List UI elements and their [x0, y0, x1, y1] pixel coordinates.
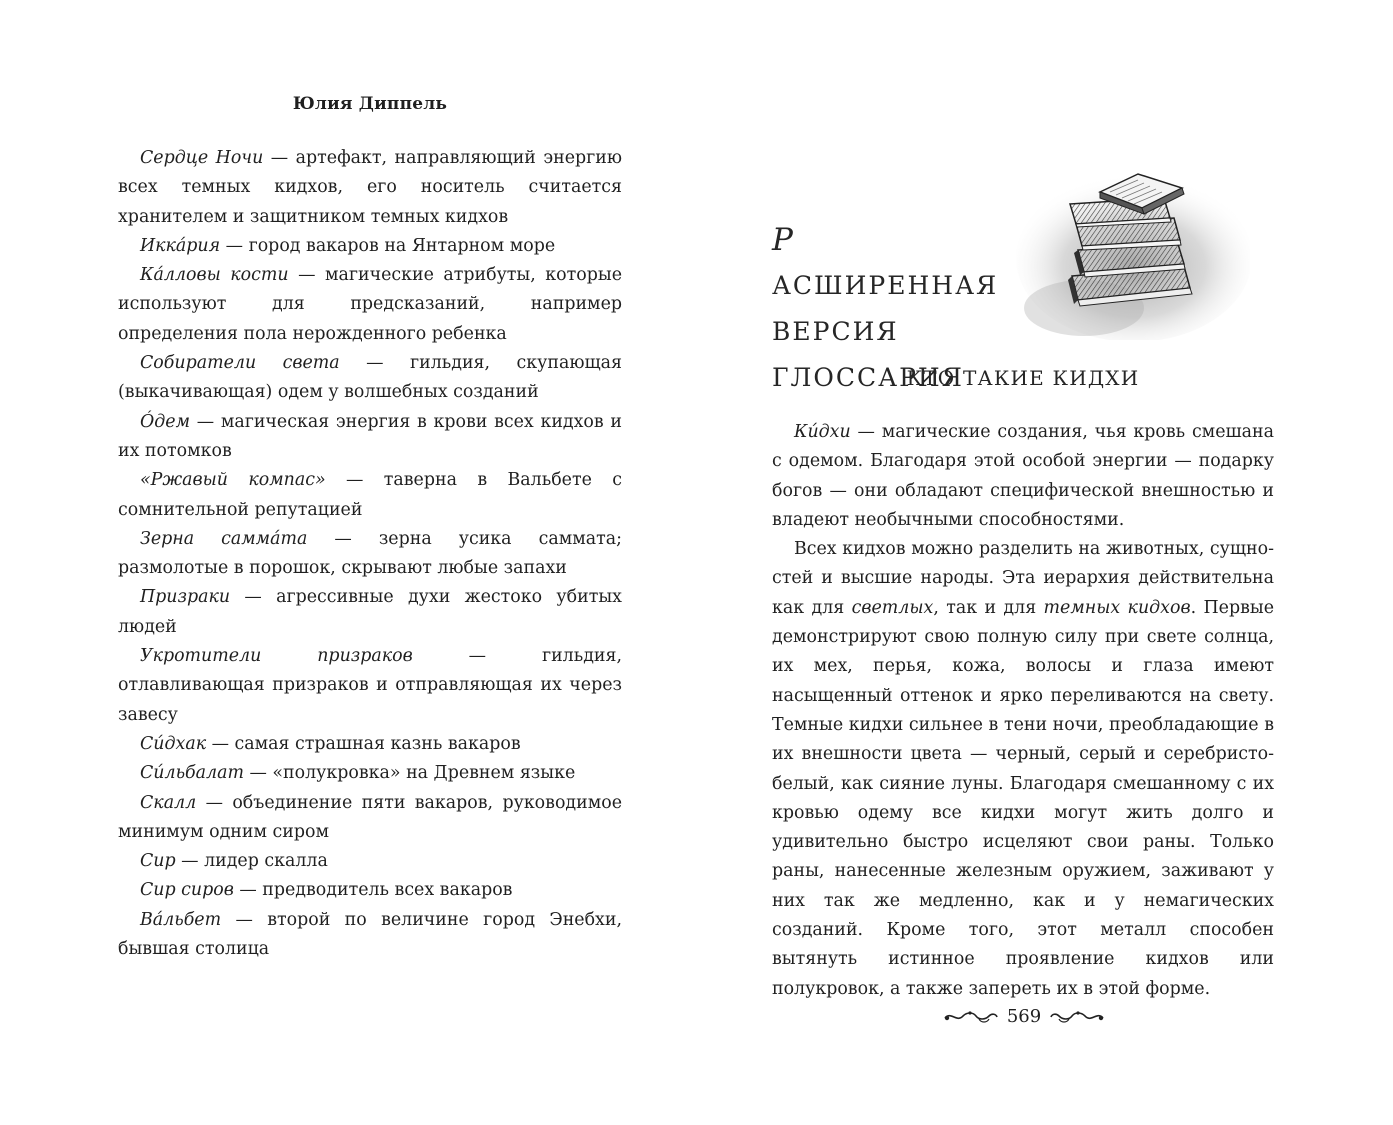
glossary-entry	[118, 408, 622, 467]
paragraph-2-term-1: светлых	[851, 597, 934, 618]
glossary-entry	[118, 583, 622, 642]
page-number: 569	[1006, 1005, 1042, 1027]
glossary-definition: — магическая энергия в крови всех кидхов и их потомков	[118, 411, 622, 461]
flourish-left-icon	[943, 1007, 999, 1025]
glossary-term: Вáльбет	[140, 909, 222, 930]
glossary-term: Сир	[140, 851, 176, 872]
glossary-definition: — агрессивные духи жестоко убитых людей	[118, 587, 622, 637]
glossary-definition: — гильдия, скупающая (выкачивающая) одем у волшебных созданий	[118, 353, 622, 403]
glossary-term: Иккáрия	[140, 235, 221, 256]
glossary-entry	[118, 261, 622, 349]
glossary-definition: — «полукровка» на Древнем языке	[243, 763, 576, 784]
glossary-term: Óдем	[140, 411, 190, 432]
running-head-author: Юлия Диппель	[292, 94, 448, 114]
paragraph-2-part-1: Всех кидхов можно разделить на животных, сущностей и высшие народы. Эта иерархия действительна как для	[772, 539, 1274, 618]
chapter-title-initial: Р	[772, 221, 793, 258]
paragraph-2	[772, 535, 1274, 1004]
glossary-term: Сир сиров	[140, 880, 234, 901]
chapter-title-line-3: ГЛОССАРИЯ	[772, 362, 964, 392]
glossary-list	[118, 144, 622, 964]
left-page	[0, 0, 696, 1125]
glossary-definition: — лидер скалла	[175, 851, 328, 872]
paragraph-1-term: Кúдхи	[794, 422, 851, 442]
right-page	[696, 0, 1393, 1125]
glossary-definition: — артефакт, направляющий энергию всех темных кидхов, его носитель считается хранителем и защитником темных кидхов	[118, 148, 622, 227]
glossary-term: Призраки	[140, 587, 231, 608]
flourish-right-icon	[1049, 1007, 1105, 1025]
glossary-entry	[118, 759, 622, 788]
glossary-term: Сúльбалат	[140, 763, 244, 784]
chapter-title-line-1-rest: АСШИРЕННАЯ	[772, 270, 999, 300]
glossary-definition: — гильдия, отлавливающая призраков и отправляющая их через завесу	[118, 646, 622, 725]
glossary-entry	[118, 642, 622, 730]
glossary-term: Укротители призраков	[140, 646, 413, 667]
glossary-definition: — второй по величине город Энебхи, бывшая столица	[118, 909, 622, 960]
glossary-entry	[118, 466, 622, 525]
glossary-term: Зерна саммáта	[140, 528, 308, 549]
glossary-term: Кáлловы кости	[140, 265, 289, 286]
glossary-definition: — объединение пяти вакаров, руководимое минимум одним сиром	[118, 792, 622, 842]
glossary-definition: — таверна в Вальбете с сомнительной репутацией	[118, 470, 623, 520]
glossary-entry	[118, 876, 622, 905]
section-heading: КТО ТАКИЕ КИДХИ	[906, 366, 1140, 390]
stack-of-books-icon	[1014, 158, 1250, 340]
glossary-term: Собиратели света	[140, 353, 340, 374]
glossary-term: Сердце Ночи	[140, 148, 264, 168]
glossary-term: Сúдхак	[140, 733, 207, 754]
chapter-title-line-1	[772, 217, 1032, 309]
glossary-entry	[118, 847, 622, 876]
glossary-entry	[118, 789, 622, 848]
glossary-entry	[118, 232, 622, 261]
body-text	[772, 418, 1274, 1004]
glossary-entry	[118, 349, 622, 408]
glossary-definition: — город вакаров на Янтарном море	[220, 235, 556, 256]
paragraph-2-term-2: темных кидхов	[1043, 597, 1191, 618]
glossary-definition: — предводитель всех вакаров	[233, 880, 513, 901]
paragraph-1-text: — магические создания, чья кровь смешана с одемом. Благодаря этой особой энергии — подарку богов — они обладают специфической внешностью и владеют необычными способностями.	[772, 422, 1274, 530]
glossary-definition: — зерна усика саммата; размолотые в порошок, скрывают любые запахи	[118, 528, 622, 579]
glossary-entry	[118, 906, 622, 965]
glossary-entry	[118, 730, 622, 759]
paragraph-2-part-3: . Первые демонстрируют свою полную силу при свете солнца, их мех, перья, кожа, волосы и глаза имеют насыщенный оттенок и ярко переливаются на свету. Темные кидхи сильнее в тени ночи, преобладающие в их внешности цвета — черный, серый и серебристо-белый, как сияние луны. Благодаря смешанному с их кровью одему все кидхи могут жить долго и удивительно быстро исцеляют свои раны. Только раны, нанесенные железным оружием, заживают у них так же медленно, как и у немагических созданий. Кроме того, этот металл способен вытянуть истинное проявление кидхов или полукровок, а также запереть их в этой форме.	[772, 597, 1275, 999]
glossary-term: Скалл	[140, 792, 197, 813]
glossary-term: «Ржавый компас»	[140, 470, 326, 491]
glossary-definition: — самая страшная казнь вакаров	[206, 733, 521, 754]
chapter-title-line-2: ВЕРСИЯ	[772, 316, 899, 346]
paragraph-1	[772, 418, 1274, 535]
glossary-entry	[118, 525, 622, 584]
page-footer	[942, 1001, 1106, 1031]
paragraph-2-part-2: , так и для	[933, 597, 1044, 618]
glossary-definition: — магические атрибуты, которые используют для предсказаний, например определения пола нерожденного ребенка	[118, 265, 623, 344]
glossary-entry	[118, 144, 622, 232]
